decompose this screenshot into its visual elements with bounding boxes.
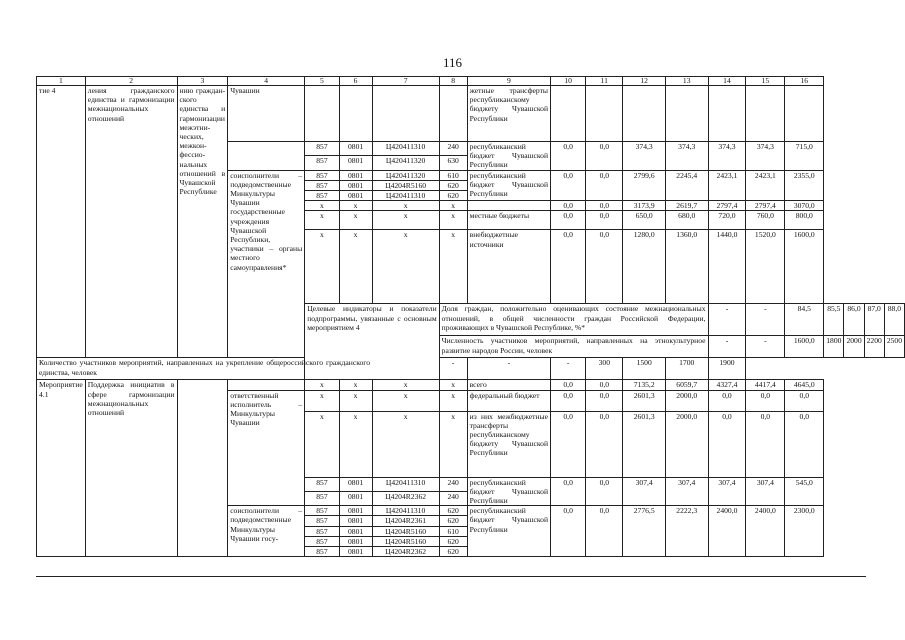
- funding-source: жетные трансферты республиканскому бюджету Чувашской Республики: [467, 86, 550, 142]
- value-cell: 2601,3: [623, 390, 666, 411]
- x-mark: x: [372, 411, 439, 477]
- expense-code: 240: [439, 491, 467, 505]
- value-cell: 1440,0: [708, 230, 746, 304]
- section-code: 0801: [339, 491, 372, 505]
- value-cell: 0,0: [551, 230, 586, 304]
- value-cell: 0,0: [586, 390, 623, 411]
- value-cell: -: [708, 336, 746, 358]
- value-cell: 1520,0: [746, 230, 785, 304]
- value-cell: 0,0: [586, 380, 623, 390]
- value-cell: 0,0: [551, 170, 586, 201]
- value-cell: 0,0: [551, 142, 586, 171]
- value-cell: 2000,0: [665, 411, 708, 477]
- col-header: 6: [339, 77, 372, 86]
- value-cell: 85,5: [824, 304, 844, 336]
- value-cell: 2500: [884, 336, 904, 358]
- value-cell: 0,0: [551, 506, 586, 557]
- value-cell: 7135,2: [623, 380, 666, 390]
- indicators-label: Целевые индикаторы и показатели подпрограммы, увязанные с основным мероприятием 4: [305, 304, 439, 380]
- col-header: 5: [305, 77, 339, 86]
- value-cell: 0,0: [586, 506, 623, 557]
- page-bottom-rule: [36, 576, 866, 577]
- section-code: 0801: [339, 191, 372, 201]
- x-mark: x: [305, 211, 339, 230]
- x-mark: x: [305, 230, 339, 304]
- value-cell: 650,0: [623, 211, 666, 230]
- value-cell: 2355,0: [785, 170, 824, 201]
- value-cell: 720,0: [708, 211, 746, 230]
- target-code: Ц4204R5160: [372, 180, 439, 190]
- funding-source: республиканский бюджет Чувашской Республики: [467, 170, 550, 201]
- target-code: Ц420411310: [372, 506, 439, 516]
- x-mark: x: [372, 380, 439, 390]
- value-cell: 2776,5: [623, 506, 666, 557]
- value-cell: 1600,0: [785, 336, 824, 358]
- target-code: Ц420411320: [372, 156, 439, 170]
- target-code: Ц420411310: [372, 477, 439, 491]
- funding-source: местные бюджеты: [467, 211, 550, 230]
- grbs-code: 857: [305, 506, 339, 516]
- col-header: 11: [586, 77, 623, 86]
- col-header: 4: [228, 77, 305, 86]
- col-header: 16: [785, 77, 824, 86]
- value-cell: 374,3: [746, 142, 785, 171]
- value-cell: 2423,1: [746, 170, 785, 201]
- value-cell: 1700: [665, 358, 708, 380]
- value-cell: 86,0: [844, 304, 864, 336]
- value-cell: 88,0: [884, 304, 904, 336]
- funding-source: республиканский бюджет Чувашской Республики: [467, 477, 550, 506]
- page-number: 116: [442, 55, 463, 70]
- grbs-code: 857: [305, 191, 339, 201]
- value-cell: 2000: [844, 336, 864, 358]
- funding-source: из них межбюджетные трансферты республиканскому бюджету Чувашской Республики: [467, 411, 550, 477]
- expense-code: 620: [439, 547, 467, 557]
- x-mark: x: [439, 211, 467, 230]
- section-code: 0801: [339, 477, 372, 491]
- target-code: Ц4204R2362: [372, 491, 439, 505]
- co-executor-cell: соисполнители – подведомственные Минкультуры Чувашии государственные учреждения Чувашской Республики, участники – органы местного самоуправления*: [228, 170, 305, 358]
- value-cell: 680,0: [665, 211, 708, 230]
- value-cell: 2245,4: [665, 170, 708, 201]
- funding-source: республиканский бюджет Чувашской Республики: [467, 142, 550, 171]
- x-mark: x: [339, 211, 372, 230]
- x-mark: x: [339, 411, 372, 477]
- value-cell: 1900: [708, 358, 746, 380]
- value-cell: 2619,7: [665, 201, 708, 211]
- col-header: 15: [746, 77, 785, 86]
- value-cell: 6059,7: [665, 380, 708, 390]
- value-cell: 3070,0: [785, 201, 824, 211]
- x-mark: x: [439, 390, 467, 411]
- value-cell: 4645,0: [785, 380, 824, 390]
- value-cell: 1500: [623, 358, 666, 380]
- event-number: тие 4: [37, 86, 86, 358]
- value-cell: 1280,0: [623, 230, 666, 304]
- column-number-row: [37, 77, 905, 86]
- value-cell: 84,5: [785, 304, 824, 336]
- value-cell: 2300,0: [785, 506, 824, 557]
- table-row: [37, 86, 905, 142]
- col-header: 2: [85, 77, 177, 86]
- value-cell: 0,0: [746, 411, 785, 477]
- value-cell: -: [708, 304, 746, 336]
- value-cell: 0,0: [586, 201, 623, 211]
- value-cell: 0,0: [708, 390, 746, 411]
- indicator-text: Доля граждан, положительно оценивающих состояние межнациональных отношений, в общей численности граждан Российской Федерации, проживающих в Чувашской Республике, %*: [439, 304, 708, 336]
- target-code: Ц4204R2362: [372, 547, 439, 557]
- x-mark: x: [305, 390, 339, 411]
- value-cell: 87,0: [864, 304, 884, 336]
- x-mark: x: [439, 201, 467, 211]
- value-cell: 0,0: [551, 411, 586, 477]
- expense-code: 240: [439, 477, 467, 491]
- section-code: 0801: [339, 506, 372, 516]
- value-cell: 0,0: [551, 380, 586, 390]
- value-cell: 0,0: [708, 411, 746, 477]
- grbs-code: 857: [305, 156, 339, 170]
- x-mark: x: [305, 201, 339, 211]
- value-cell: 1360,0: [665, 230, 708, 304]
- value-cell: 0,0: [785, 390, 824, 411]
- x-mark: x: [439, 230, 467, 304]
- value-cell: 0,0: [586, 142, 623, 171]
- col-header: 10: [551, 77, 586, 86]
- grbs-code: 857: [305, 547, 339, 557]
- section-code: 0801: [339, 516, 372, 526]
- value-cell: 2797,4: [708, 201, 746, 211]
- event-number: Мероприятие 4.1: [37, 380, 86, 557]
- value-cell: 307,4: [746, 477, 785, 506]
- funding-source: всего: [467, 380, 550, 390]
- value-cell: -: [551, 358, 586, 380]
- grbs-code: 857: [305, 180, 339, 190]
- event-name: ления гражданского единства и гармонизации межнациональных отношений: [85, 86, 177, 358]
- indicator-text: Количество участников мероприятий, направленных на укрепление общероссийского гражданского единства, человек: [37, 358, 373, 380]
- value-cell: 1800: [824, 336, 844, 358]
- x-mark: x: [439, 411, 467, 477]
- executor-cell: ответственный исполнитель – Минкультуры Чувашии: [228, 390, 305, 506]
- x-mark: x: [339, 230, 372, 304]
- value-cell: 2222,3: [665, 506, 708, 557]
- expense-code: 630: [439, 156, 467, 170]
- value-cell: 0,0: [586, 211, 623, 230]
- funding-source: федеральный бюджет: [467, 390, 550, 411]
- grbs-code: 857: [305, 491, 339, 505]
- section-code: 0801: [339, 536, 372, 546]
- value-cell: 0,0: [746, 390, 785, 411]
- section-code: 0801: [339, 170, 372, 180]
- indicator-row: [37, 358, 905, 380]
- value-cell: 0,0: [551, 477, 586, 506]
- event-name: Поддержка инициатив в сфере гармонизации межнациональных отношений: [85, 380, 177, 557]
- col-header: 9: [467, 77, 550, 86]
- x-mark: x: [305, 411, 339, 477]
- value-cell: 760,0: [746, 211, 785, 230]
- x-mark: x: [372, 230, 439, 304]
- expense-code: 610: [439, 170, 467, 180]
- grbs-code: 857: [305, 516, 339, 526]
- program-table: [36, 76, 905, 557]
- value-cell: 374,3: [623, 142, 666, 171]
- value-cell: 300: [586, 358, 623, 380]
- value-cell: 2797,4: [746, 201, 785, 211]
- value-cell: 0,0: [551, 201, 586, 211]
- x-mark: x: [339, 380, 372, 390]
- value-cell: 2601,3: [623, 411, 666, 477]
- co-executor-cell: соисполнители – подведомственные Минкультуры Чувашии госу-: [228, 506, 305, 557]
- col-header: 7: [372, 77, 439, 86]
- section-code: 0801: [339, 142, 372, 156]
- value-cell: -: [467, 358, 550, 380]
- target-code: Ц420411310: [372, 142, 439, 156]
- x-mark: x: [372, 201, 439, 211]
- value-cell: 4417,4: [746, 380, 785, 390]
- value-cell: 3173,9: [623, 201, 666, 211]
- value-cell: 307,4: [623, 477, 666, 506]
- col-header: 1: [37, 77, 86, 86]
- value-cell: 374,3: [708, 142, 746, 171]
- value-cell: 1600,0: [785, 230, 824, 304]
- value-cell: 2200: [864, 336, 884, 358]
- value-cell: 0,0: [586, 477, 623, 506]
- expense-code: 620: [439, 516, 467, 526]
- value-cell: 800,0: [785, 211, 824, 230]
- x-mark: x: [339, 390, 372, 411]
- expense-code: 620: [439, 191, 467, 201]
- funding-source: внебюджетные источники: [467, 230, 550, 304]
- section-code: 0801: [339, 180, 372, 190]
- expense-code: 620: [439, 180, 467, 190]
- value-cell: 0,0: [785, 411, 824, 477]
- grbs-code: 857: [305, 142, 339, 156]
- value-cell: 2000,0: [665, 390, 708, 411]
- target-code: Ц420411310: [372, 191, 439, 201]
- value-cell: 2423,1: [708, 170, 746, 201]
- value-cell: -: [439, 358, 467, 380]
- value-cell: 2400,0: [746, 506, 785, 557]
- target-code: Ц420411320: [372, 170, 439, 180]
- target-code: Ц4204R5160: [372, 526, 439, 536]
- col-header: 3: [177, 77, 228, 86]
- section-code: 0801: [339, 156, 372, 170]
- x-mark: x: [372, 211, 439, 230]
- expense-code: 620: [439, 536, 467, 546]
- value-cell: 4327,4: [708, 380, 746, 390]
- expense-code: 610: [439, 526, 467, 536]
- value-cell: 715,0: [785, 142, 824, 171]
- indicator-text: Численность участников мероприятий, направленных на этнокультурное развитие народов России, человек: [439, 336, 708, 358]
- expense-code: 240: [439, 142, 467, 156]
- col-header: 13: [665, 77, 708, 86]
- value-cell: 0,0: [551, 390, 586, 411]
- value-cell: 307,4: [708, 477, 746, 506]
- funding-source: республиканский бюджет Чувашской Республики: [467, 506, 550, 557]
- col-header: 8: [439, 77, 467, 86]
- value-cell: 0,0: [551, 211, 586, 230]
- value-cell: 0,0: [586, 170, 623, 201]
- target-code: Ц4204R5160: [372, 536, 439, 546]
- value-cell: -: [746, 336, 785, 358]
- value-cell: 374,3: [665, 142, 708, 171]
- section-code: 0801: [339, 526, 372, 536]
- col-header: 12: [623, 77, 666, 86]
- event-goal: нию гражданского единства и гармонизации межэтнических, межконфессиональных отношений в Чувашской Республике: [177, 86, 228, 358]
- value-cell: 545,0: [785, 477, 824, 506]
- section-code: 0801: [339, 547, 372, 557]
- grbs-code: 857: [305, 170, 339, 180]
- grbs-code: 857: [305, 536, 339, 546]
- value-cell: 307,4: [665, 477, 708, 506]
- value-cell: 2400,0: [708, 506, 746, 557]
- x-mark: x: [339, 201, 372, 211]
- value-cell: 0,0: [586, 230, 623, 304]
- x-mark: x: [439, 380, 467, 390]
- x-mark: x: [305, 380, 339, 390]
- grbs-code: 857: [305, 526, 339, 536]
- value-cell: -: [746, 304, 785, 336]
- value-cell: 2799,6: [623, 170, 666, 201]
- col-header: 14: [708, 77, 746, 86]
- x-mark: x: [372, 390, 439, 411]
- table-row: [37, 380, 905, 390]
- grbs-code: 857: [305, 477, 339, 491]
- expense-code: 620: [439, 506, 467, 516]
- value-cell: 0,0: [586, 411, 623, 477]
- target-code: Ц4204R2361: [372, 516, 439, 526]
- executor-cell: Чувашии: [228, 86, 305, 142]
